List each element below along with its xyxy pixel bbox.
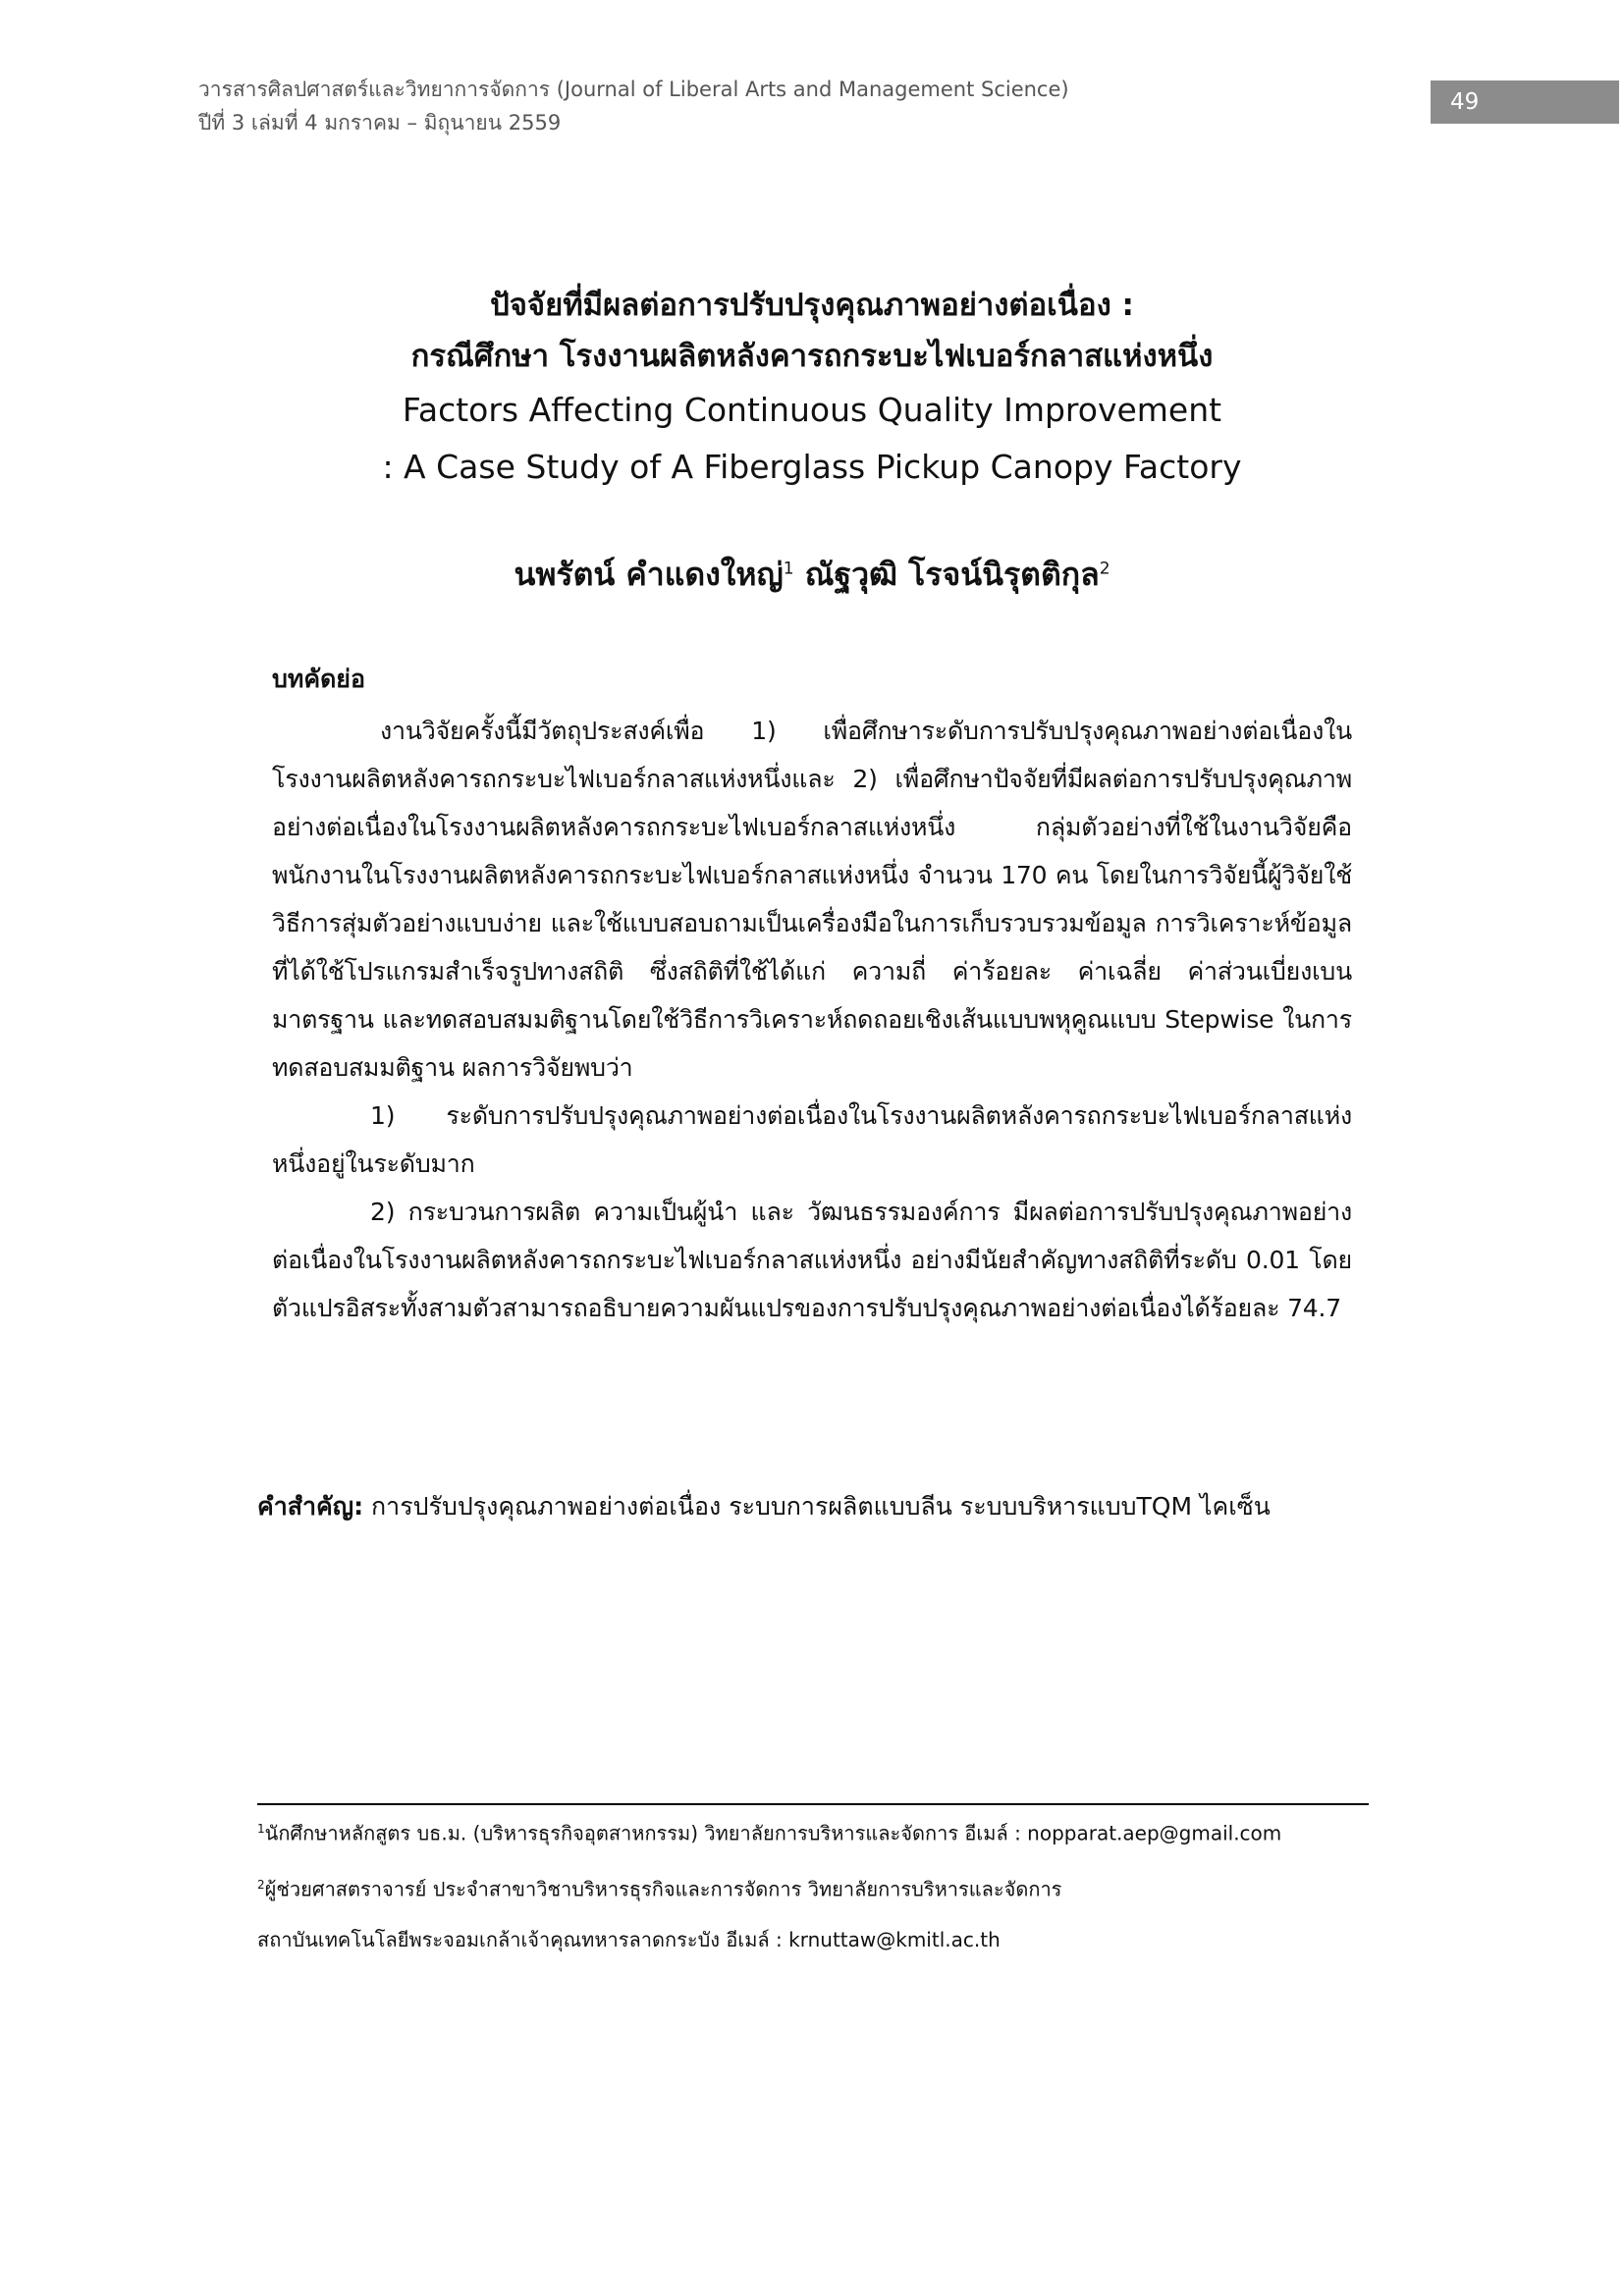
abstract-paragraph: งานวิจัยครั้งนี้มีวัตถุประสงค์เพื่อ 1) เพื่อศึกษาระดับการปรับปรุงคุณภาพอย่างต่อเนื่องในโรงงานผลิตหลังคารถกระบะไฟเบอร์กลาสแห่งหนึ่งและ 2) เพื่อศึกษาปัจจัยที่มีผลต่อการปรับปรุงคุณภาพอย่างต่อเนื่องในโรงงานผลิตหลังคารถกระบะไฟเบอร์กลาสแห่งหนึ่ง กลุ่มตัวอย่างที่ใช้ในงานวิจัยคือ พนักงานในโรงงานผลิตหลังคารถกระบะไฟเบอร์กลาสแห่งหนึ่ง จำนวน 170 คน โดยในการวิจัยนี้ผู้วิจัยใช้วิธีการสุ่มตัวอย่างแบบง่าย และใช้แบบสอบถามเป็นเครื่องมือในการเก็บรวบรวมข้อมูล การวิเคราะห์ข้อมูลที่ได้ใช้โปรแกรมสำเร็จรูปทางสถิติ ซึ่งสถิติที่ใช้ได้แก่ ความถี่ ค่าร้อยละ ค่าเฉลี่ย ค่าส่วนเบี่ยงเบนมาตรฐาน และทดสอบสมมติฐานโดยใช้วิธีการวิเคราะห์ถดถอยเชิงเส้นแบบพหุคูณแบบ Stepwise ในการทดสอบสมมติฐาน ผลการวิจัยพบว่า [272, 717, 1352, 1082]
footnote-2-mark: 2 [257, 1877, 265, 1892]
english-title-line-1: Factors Affecting Continuous Quality Improvement [402, 391, 1222, 429]
english-title-line-2: : A Case Study of A Fiberglass Pickup Canopy Factory [382, 448, 1242, 486]
footnotes [257, 1814, 1369, 1976]
footnote-2-continued: สถาบันเทคโนโลยีพระจอมเกล้าเจ้าคุณทหารลาดกระบัง อีเมล์ : krnuttaw@kmitl.ac.th [257, 1928, 1001, 1952]
thai-title-line-2: กรณีศึกษา โรงงานผลิตหลังคารถกระบะไฟเบอร์กลาสแห่งหนึ่ง [410, 339, 1214, 374]
footnote-1-text: นักศึกษาหลักสูตร บธ.ม. (บริหารธุรกิจอุตสาหกรรม) วิทยาลัยการบริหารและจัดการ อีเมล์ : nopparat.aep@gmail.com [264, 1821, 1282, 1845]
footnote-2 [257, 1870, 1369, 1904]
footnote-divider [257, 1803, 1369, 1805]
finding-2: 2) กระบวนการผลิต ความเป็นผู้นำ และ วัฒนธรรมองค์การ มีผลต่อการปรับปรุงคุณภาพอย่างต่อเนื่องในโรงงานผลิตหลังคารถกระบะไฟเบอร์กลาสแห่งหนึ่ง อย่างมีนัยสำคัญทางสถิติที่ระดับ 0.01 โดยตัวแปรอิสระทั้งสามตัวสามารถอธิบายความผันแปรของการปรับปรุงคุณภาพอย่างต่อเนื่องได้ร้อยละ 74.7 [272, 1198, 1352, 1322]
author-1: นพรัตน์ คำแดงใหญ่ [514, 556, 784, 593]
title-block [196, 280, 1428, 496]
abstract-body [272, 707, 1352, 1332]
page-number: 49 [1431, 80, 1619, 124]
footnote-2-text: ผู้ช่วยศาสตราจารย์ ประจำสาขาวิชาบริหารธุรกิจและการจัดการ วิทยาลัยการบริหารและจัดการ [264, 1877, 1062, 1901]
footnote-1-mark: 1 [257, 1822, 265, 1836]
author-1-footnote-mark: 1 [783, 559, 794, 579]
footnote-1 [257, 1814, 1369, 1848]
journal-header [198, 73, 1377, 139]
thai-title-line-1: ปัจจัยที่มีผลต่อการปรับปรุงคุณภาพอย่างต่อเนื่อง : [490, 288, 1134, 323]
author-2: ณัฐวุฒิ โรจน์นิรุตติกุล [804, 556, 1100, 593]
keywords [257, 1482, 1352, 1530]
author-2-footnote-mark: 2 [1099, 559, 1110, 579]
keywords-label: คำสำคัญ: [257, 1492, 364, 1521]
abstract-heading: บทคัดย่อ [272, 665, 365, 693]
keywords-text: การปรับปรุงคุณภาพอย่างต่อเนื่อง ระบบการผลิตแบบลีน ระบบบริหารแบบTQM ไคเซ็น [371, 1492, 1271, 1521]
issue-info: ปีที่ 3 เล่มที่ 4 มกราคม – มิถุนายน 2559 [198, 111, 562, 134]
finding-1: 1) ระดับการปรับปรุงคุณภาพอย่างต่อเนื่องในโรงงานผลิตหลังคารถกระบะไฟเบอร์กลาสแห่งหนึ่งอยู่ในระดับมาก [272, 1101, 1352, 1178]
author-list [196, 550, 1428, 600]
journal-name: วารสารศิลปศาสตร์และวิทยาการจัดการ (Journal of Liberal Arts and Management Science) [198, 78, 1069, 101]
